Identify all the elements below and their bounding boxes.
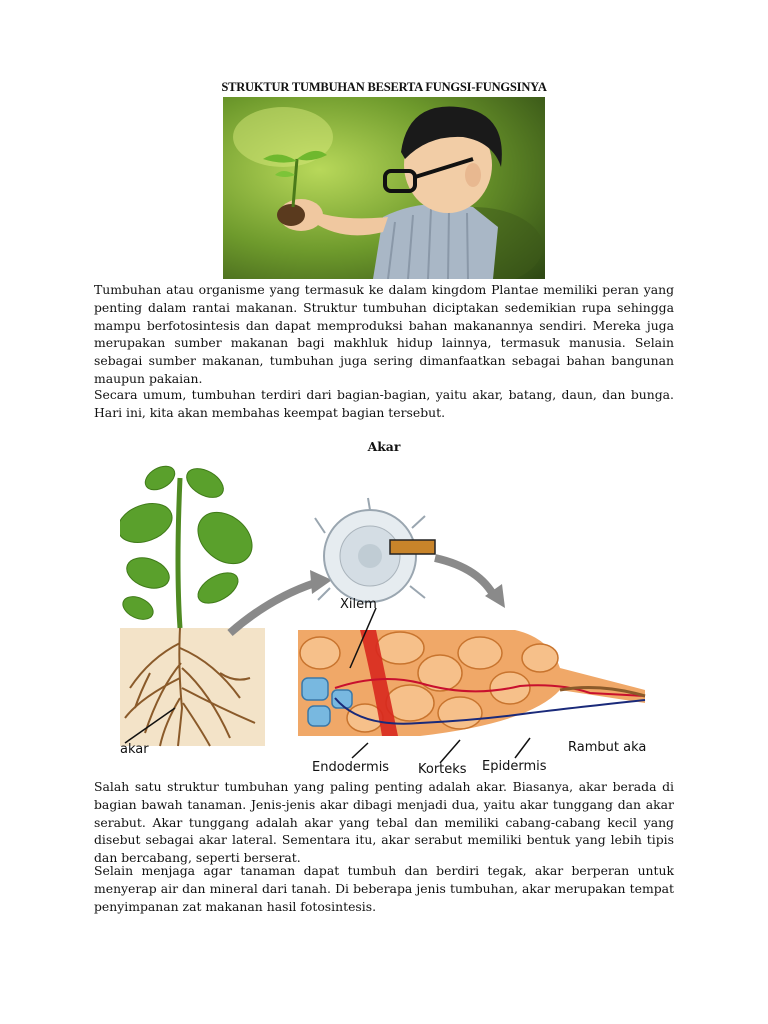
section-paragraph-2: Selain menjaga agar tanaman dapat tumbuh dan berdiri tegak, akar berperan untuk menyerap air dan mineral dari tanah. Di beberapa jenis tumbuhan, akar merupakan tempat penyimpanan zat makanan hasil fotosintesis. [94, 863, 674, 914]
boy-with-seedling-photo [223, 97, 545, 279]
root-cross-section-illustration [315, 498, 435, 602]
label-korteks: Korteks [418, 762, 467, 776]
arrow-to-cross-section [230, 583, 315, 633]
intro-paragraph-1: Tumbuhan atau organisme yang termasuk ke dalam kingdom Plantae memiliki peran yang penting dalam rantai makanan. Struktur tumbuhan diciptakan sedemikian rupa sehingga mampu berfotosintesis dan dapat memproduksi bahan makanannya sendiri. Mereka juga merupakan sumber makanan bagi makhluk hidup lainnya, termasuk manusia. Selain sebagai sumber makanan, tumbuhan juga sering dimanfaatkan sebagai bahan bangunan maupun pakaian. [94, 282, 674, 386]
label-epidermis: Epidermis [482, 759, 547, 774]
section-heading-akar: Akar [367, 439, 401, 454]
intro-paragraph-2: Secara umum, tumbuhan terdiri dari bagian-bagian, yaitu akar, batang, daun, dan bunga. Hari ini, kita akan membahas keempat bagian tersebut. [94, 387, 674, 420]
arrow-to-detail [435, 558, 495, 598]
leaves-illustration [120, 461, 262, 623]
section-paragraph-1: Salah satu struktur tumbuhan yang paling penting adalah akar. Biasanya, akar berada di bagian bawah tanaman. Jenis-jenis akar dibagi menjadi dua, yaitu akar tunggang dan akar serabut. Akar tunggang adalah akar yang tebal dan memiliki cabang-cabang kecil yang disebut sebagai akar lateral. Sementara itu, akar serabut memiliki bentuk yang lebih tipis dan bercabang, seperti berserat. [94, 779, 674, 866]
label-rambut-akar: Rambut aka [568, 740, 647, 755]
root-structure-diagram [120, 458, 650, 776]
label-xilem: Xilem [340, 597, 377, 612]
label-endodermis: Endodermis [312, 760, 390, 775]
soil-illustration [120, 628, 265, 746]
label-akar: akar [120, 742, 149, 757]
page-title: STRUKTUR TUMBUHAN BESERTA FUNGSI-FUNGSINYA [221, 80, 547, 94]
